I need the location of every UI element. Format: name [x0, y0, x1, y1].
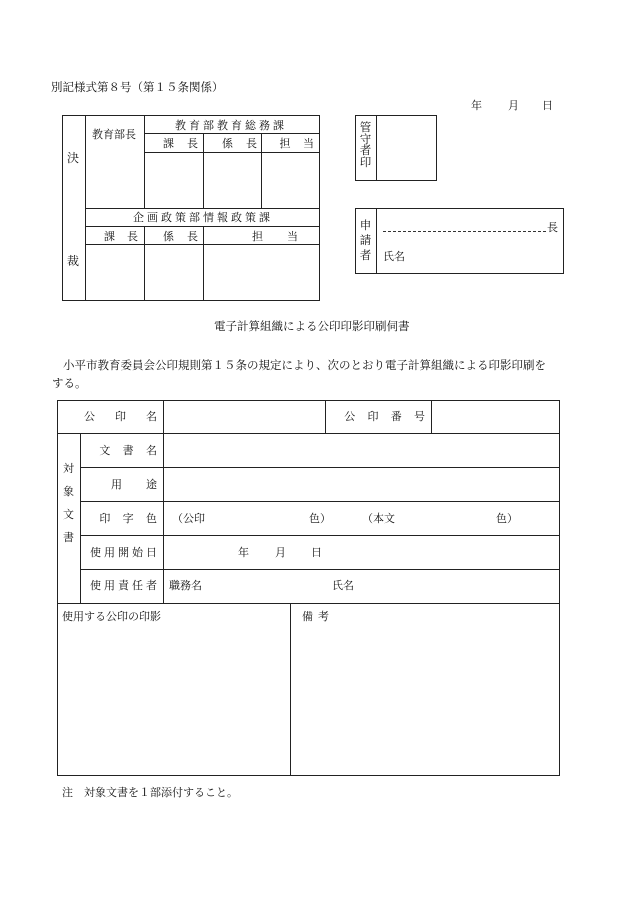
spread-text	[87, 513, 157, 524]
print-color-label	[87, 513, 157, 524]
approval-side-bottom: 裁	[67, 254, 80, 268]
char: 使	[90, 546, 101, 559]
form-number: 別記様式第８号（第１５条関係）	[51, 80, 224, 94]
applicant-label: 申 請 者	[359, 218, 372, 262]
doc-name-label	[87, 445, 157, 456]
char: 責	[118, 579, 129, 592]
date-month: 月	[508, 99, 519, 112]
kacho-label-2	[92, 231, 138, 242]
char: 課	[163, 137, 174, 150]
char: 公	[344, 410, 356, 423]
char: 長	[127, 230, 138, 243]
char: 印	[99, 512, 111, 525]
char: 係	[163, 230, 174, 243]
char: 使	[90, 579, 101, 592]
applicant-name-label: 氏名	[383, 250, 405, 263]
name-label: 氏名	[332, 579, 354, 592]
spread-text	[87, 580, 157, 591]
spread-text	[150, 138, 198, 149]
char: 用	[104, 579, 115, 592]
char: 号	[414, 410, 425, 423]
intro-line-2: する。	[52, 376, 87, 390]
kacho-label-1	[150, 138, 198, 149]
char: 当	[303, 137, 314, 150]
spread-text	[267, 138, 314, 149]
start-month-label: 月	[275, 546, 286, 559]
start-day-label: 日	[311, 546, 322, 559]
char: 日	[146, 546, 157, 559]
edu-section-label: 教育部教育総務課	[175, 119, 287, 132]
tanto-label-1	[267, 138, 314, 149]
spread-text	[332, 411, 425, 422]
char: 用	[104, 546, 115, 559]
char: 印	[367, 410, 379, 423]
char: 名	[145, 444, 157, 457]
edu-chief-label: 教育部長	[92, 128, 136, 141]
job-title-label: 職務名	[169, 579, 202, 592]
char: 長	[187, 230, 198, 243]
seal-impression-label: 使用する公印の印影	[62, 610, 161, 623]
char: 用	[111, 478, 122, 491]
char: 係	[222, 137, 233, 150]
spread-text	[64, 411, 157, 422]
approval-side-top: 決	[67, 151, 80, 165]
spread-text	[228, 231, 298, 242]
char: 者	[146, 579, 157, 592]
spread-text	[150, 231, 198, 242]
char: 当	[287, 230, 298, 243]
tanto-label-2	[228, 231, 298, 242]
char: 長	[187, 137, 198, 150]
custodian-seal-label: 管 守 者 印	[359, 120, 372, 169]
document-title: 電子計算組織による公印印影印刷伺書	[214, 319, 410, 333]
applicant-suffix: 長	[547, 221, 558, 234]
char: 担	[279, 137, 291, 150]
char: 担	[252, 230, 263, 243]
char: 任	[132, 579, 143, 592]
footnote: 注 対象文書を１部添付すること。	[62, 786, 238, 799]
seal-number-label	[332, 411, 425, 422]
spread-text	[87, 445, 157, 456]
char: 番	[390, 410, 402, 423]
color-seal-close: 色）	[309, 512, 331, 525]
char: 備	[302, 610, 313, 623]
color-seal-open: （公印	[172, 512, 205, 525]
start-date-label	[87, 547, 157, 558]
kakaricho-label-2	[150, 231, 198, 242]
char: 名	[146, 410, 157, 423]
char: 開	[118, 546, 129, 559]
intro-line-1: 小平市教育委員会公印規則第１５条の規定により、次のとおり電子計算組織による印影印刷を	[63, 358, 546, 372]
date-year: 年	[471, 99, 482, 112]
char: 途	[146, 478, 157, 491]
color-body-open: （本文	[362, 512, 395, 525]
char: 色	[145, 512, 157, 525]
target-doc-label: 対 象 文 書	[63, 462, 74, 545]
spread-text	[87, 547, 157, 558]
start-year-label: 年	[238, 546, 249, 559]
char: 公	[84, 410, 95, 423]
char: 考	[318, 610, 329, 623]
char: 印	[115, 410, 126, 423]
spread-text	[87, 479, 157, 490]
spread-text	[209, 138, 257, 149]
char: 始	[132, 546, 143, 559]
color-body-close: 色）	[496, 512, 518, 525]
date-day: 日	[542, 99, 553, 112]
spread-text	[92, 231, 138, 242]
char: 長	[246, 137, 257, 150]
purpose-label	[87, 479, 157, 490]
char: 課	[104, 230, 115, 243]
char: 文	[99, 444, 111, 457]
char: 書	[122, 444, 134, 457]
char: 字	[122, 512, 134, 525]
policy-section-label: 企画政策部情報政策課	[133, 211, 273, 224]
responsible-label	[87, 580, 157, 591]
remarks-label	[297, 611, 329, 622]
spread-text	[297, 611, 329, 622]
kakaricho-label-1	[209, 138, 257, 149]
seal-name-label	[64, 411, 157, 422]
